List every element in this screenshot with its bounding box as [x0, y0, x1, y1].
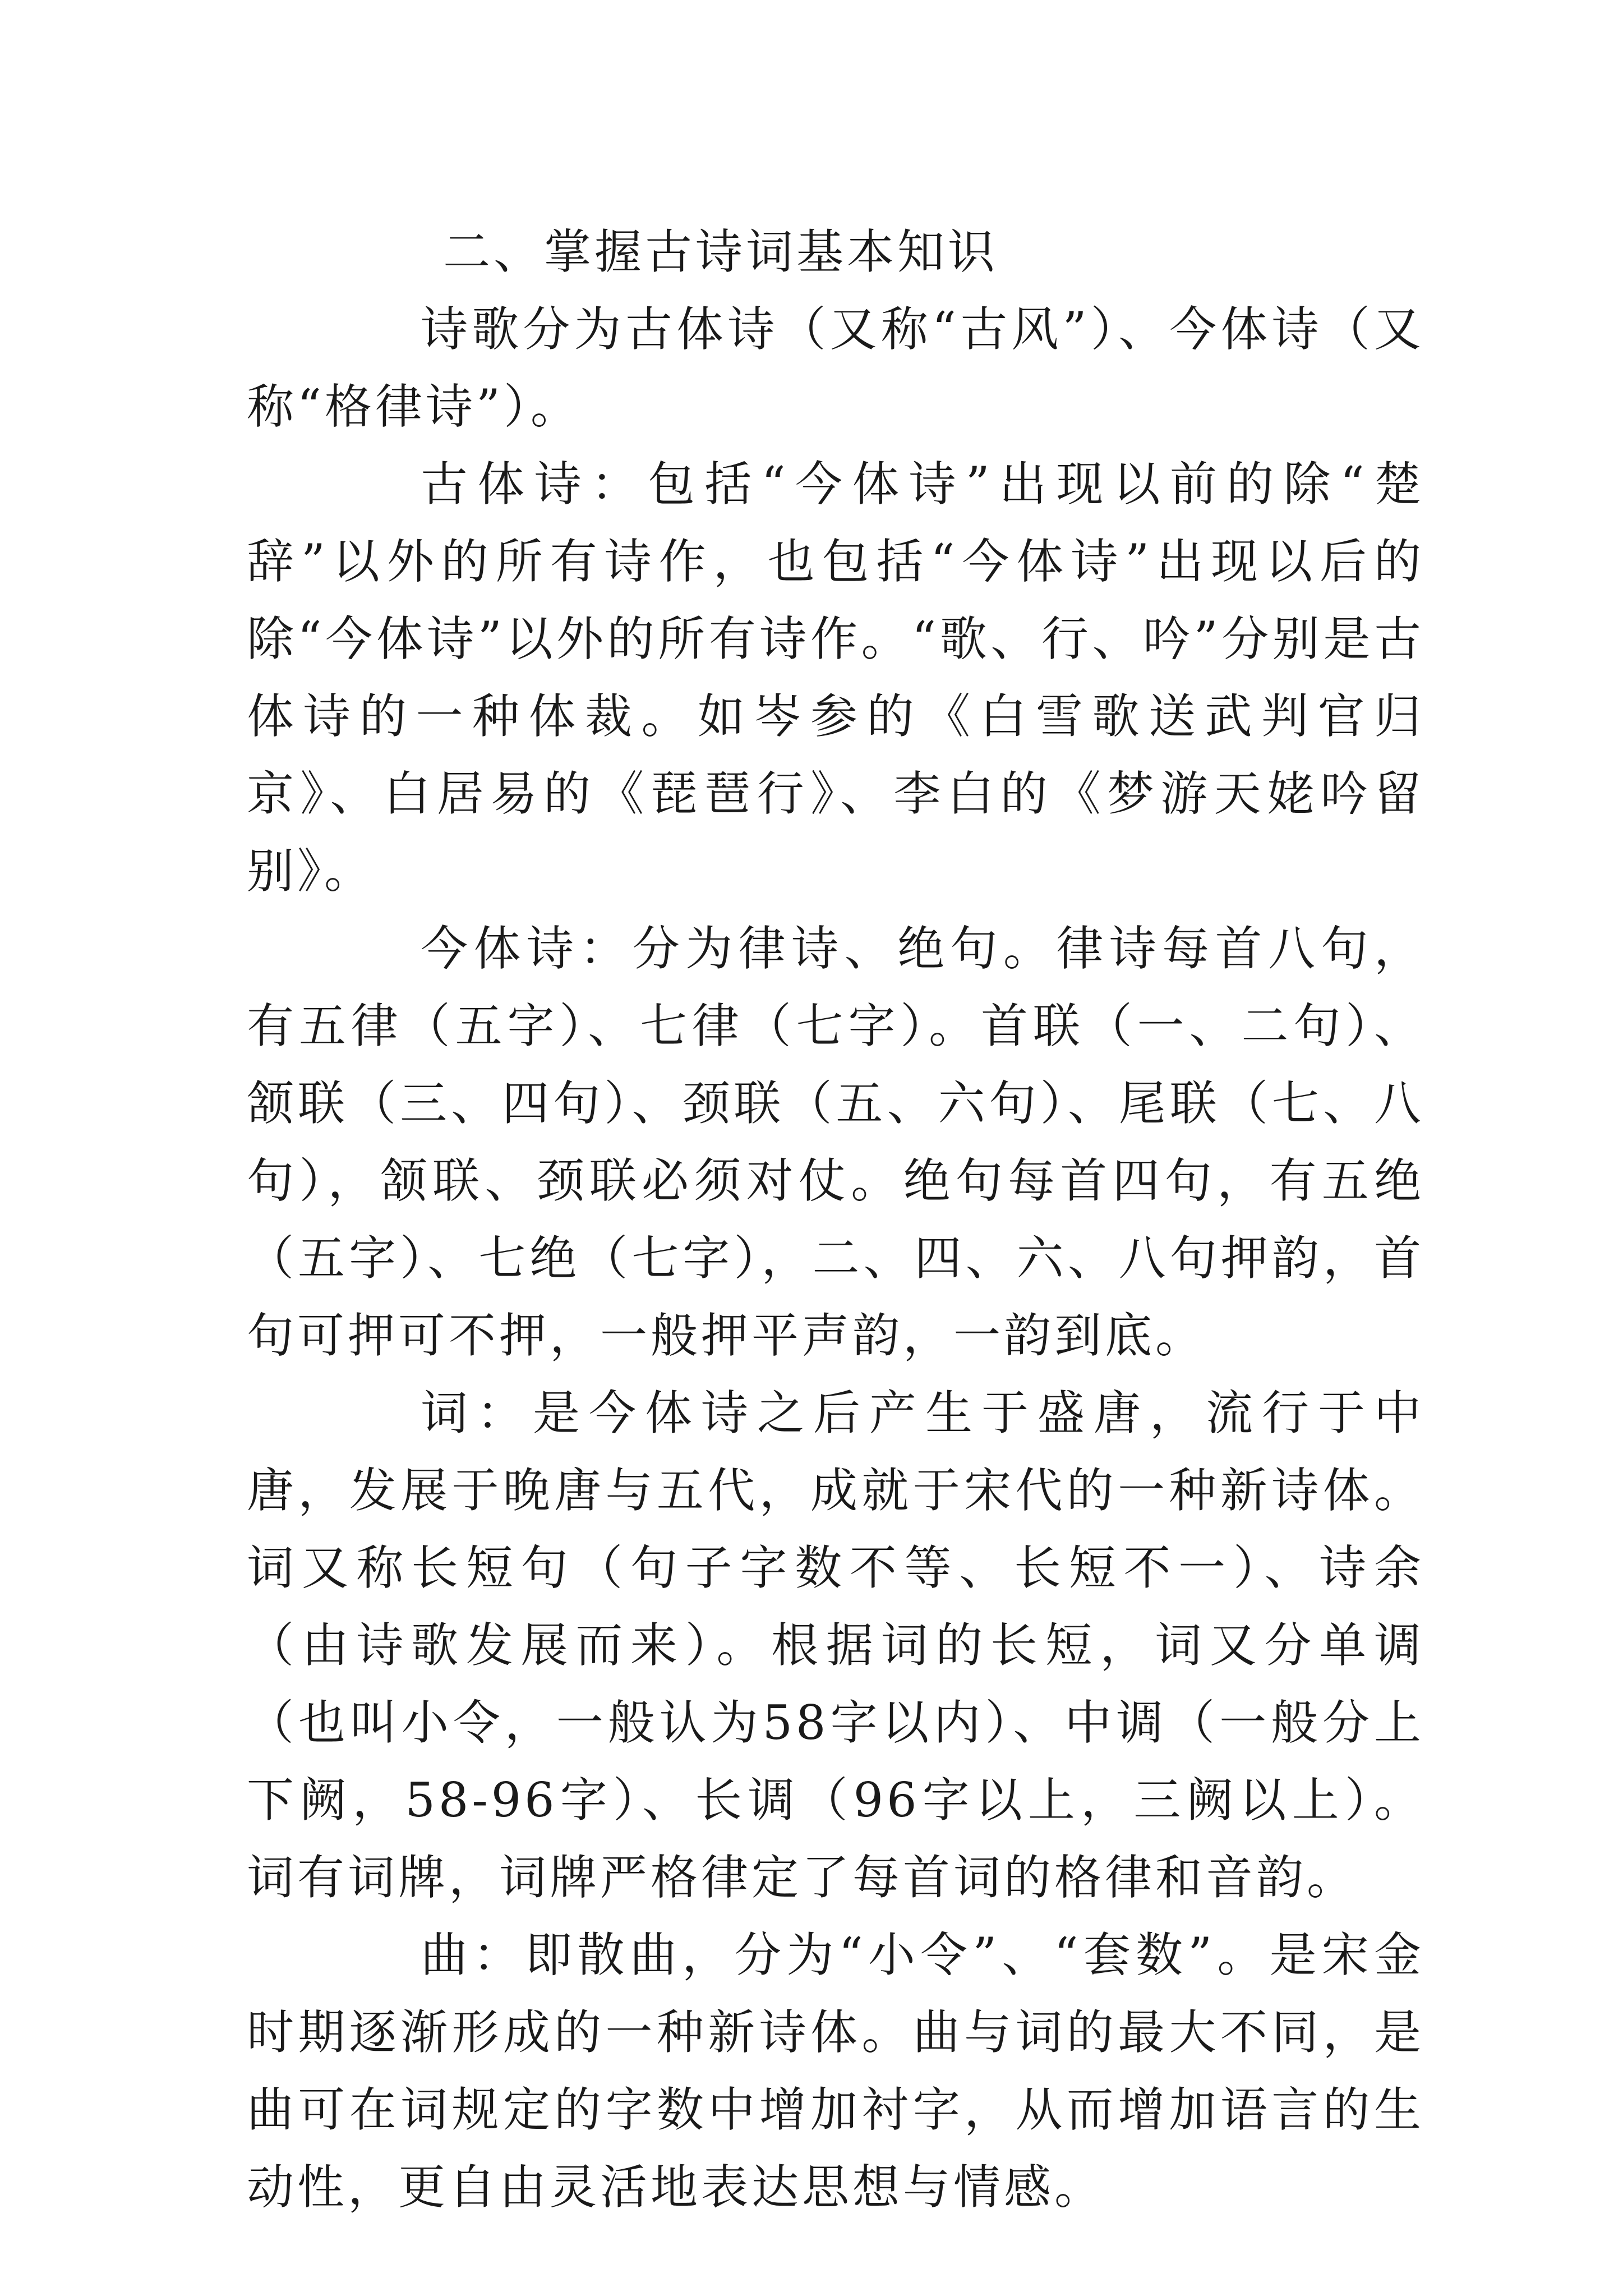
paragraph-modern-poetry: 今体诗：分为律诗、绝句。律诗每首八句，有五律（五字）、七律（七字）。首联（一、二句）、颔联（三、四句）、颈联（五、六句）、尾联（七、八句），颔联、颈联必须对仗。绝句每首四句，有五绝（五字）、七绝（七字），二、四、六、八句押韵，首句可押可不押，一般押平声韵，一韵到底。 [247, 921, 1424, 1363]
paragraph-poetry-types: 诗歌分为古体诗（又称“古风”）、今体诗（又称“格律诗”）。 [247, 302, 1424, 434]
section-heading: 二、掌握古诗词基本知识 [443, 224, 999, 279]
paragraph-ancient-poetry: 古体诗：包括“今体诗”出现以前的除“楚辞”以外的所有诗作，也包括“今体诗”出现以后的除“今体诗”以外的所有诗作。“歌、行、吟”分别是古体诗的一种体裁。如岑参的《白雪歌送武判官归京》、白居易的《琵琶行》、李白的《梦游天姥吟留别》。 [247, 457, 1424, 899]
paragraph-qu: 曲：即散曲，分为“小令”、“套数”。是宋金时期逐渐形成的一种新诗体。曲与词的最大不同，是曲可在词规定的字数中增加衬字，从而增加语言的生动性，更自由灵活地表达思想与情感。 [247, 1927, 1424, 2215]
paragraph-ci: 词：是今体诗之后产生于盛唐，流行于中唐，发展于晚唐与五代，成就于宋代的一种新诗体。词又称长短句（句子字数不等、长短不一）、诗余（由诗歌发展而来）。根据词的长短，词又分单调（也叫小令，一般认为58字以内）、中调（一般分上下阙，58-96字）、长调（96字以上，三阙以上）。词有词牌，词牌严格律定了每首词的格律和音韵。 [247, 1386, 1424, 1905]
document-body [247, 213, 1424, 2226]
